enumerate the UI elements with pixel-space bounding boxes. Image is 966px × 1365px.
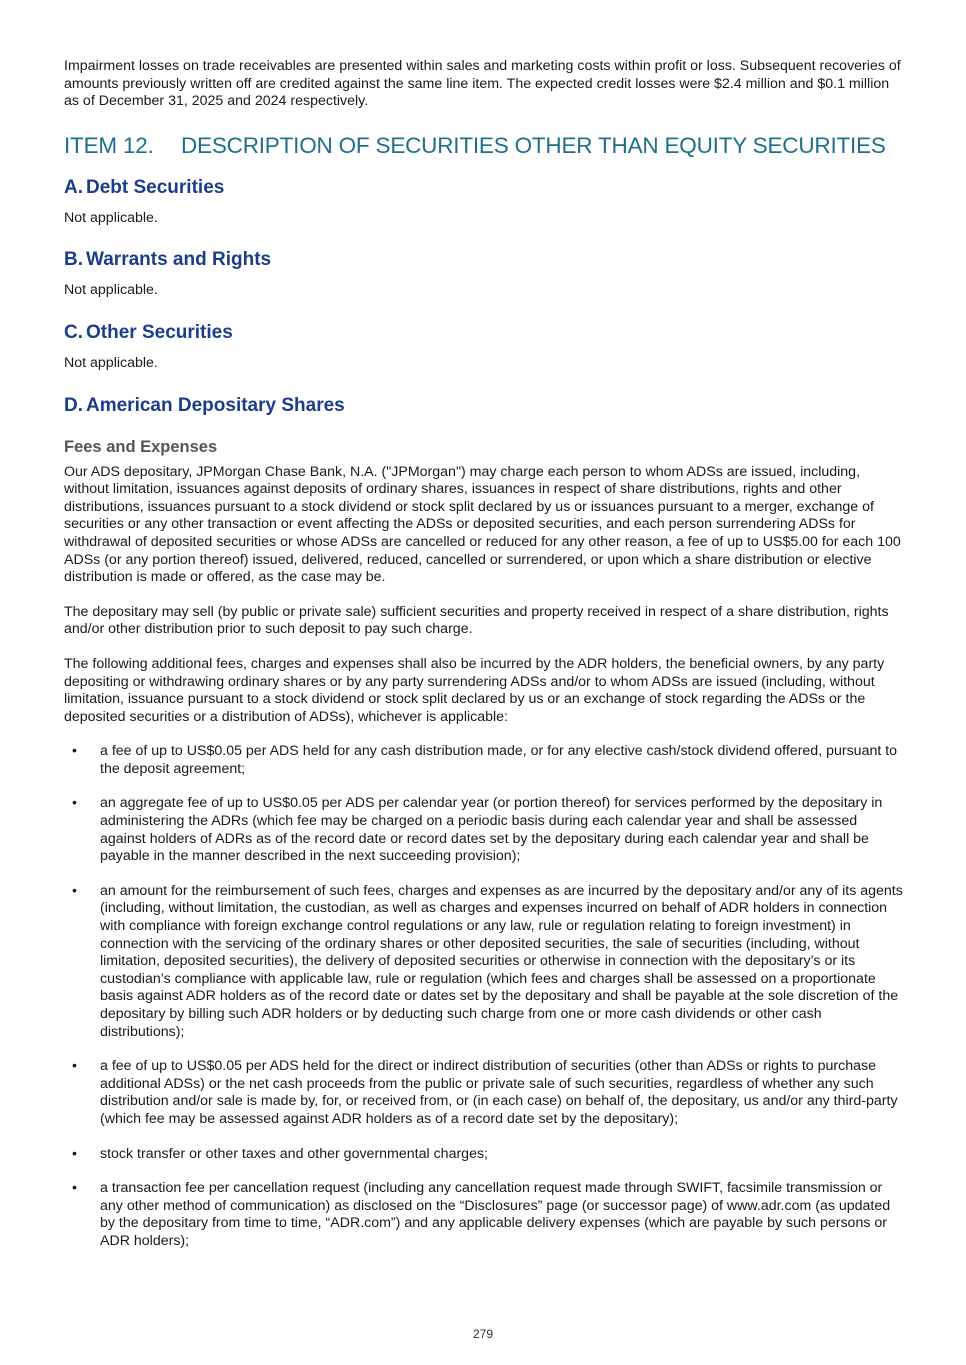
bullet-icon: • [72, 1145, 77, 1162]
fees-paragraph: Our ADS depositary, JPMorgan Chase Bank, N.A. ("JPMorgan") may charge each person to whom ADSs are issued, including, without limitation, issuances against deposits of ordinary shares, issuances in respect of share distributions, rights and other distributions, issuances pursuant to a stock dividend or stock split declared by us or issuances pursuant to a merger, exchange of securities or any other transaction or event affecting the ADSs or deposited securities, and each person surrendering ADSs for withdrawal of deposited securities or whose ADSs are cancelled or reduced for any other reason, a fee of up to US$5.00 for each 100 ADSs (or any portion thereof) issued, delivered, reduced, cancelled or surrendered, or upon which a share distribution or elective distribution is made or offered, as the case may be. [64, 463, 901, 586]
bullet-icon: • [72, 1180, 77, 1197]
fees-paragraph: The depositary may sell (by public or private sale) sufficient securities and property received in respect of a share distribution, rights and/or other distribution prior to such deposit to pay such charge. [64, 603, 889, 638]
section-title: Warrants and Rights [86, 249, 272, 271]
bullet-item [64, 1180, 904, 1250]
bullet-item [64, 743, 904, 778]
section-heading-a [64, 176, 904, 200]
section-letter: C. [64, 321, 83, 343]
bullet-item [64, 883, 904, 1041]
section-body-c: Not applicable. [64, 354, 158, 371]
fees-paragraph: The following additional fees, charges and expenses shall also be incurred by the ADR holders, the beneficial owners, by any party depositing or withdrawing ordinary shares or by any party surrendering ADSs and/or to whom ADSs are issued (including, without limitation, issuance pursuant to a stock dividend or stock split declared by us or an exchange of stock regarding the ADSs or the deposited securities or a distribution of ADSs), whichever is applicable: [64, 655, 885, 725]
section-title: American Depositary Shares [86, 394, 345, 416]
bullet-item [64, 795, 904, 865]
section-heading-d [64, 394, 904, 418]
item-heading [64, 132, 904, 160]
section-title: Other Securities [86, 321, 233, 343]
item-title: DESCRIPTION OF SECURITIES OTHER THAN EQUITY SECURITIES [181, 132, 886, 158]
section-title: Debt Securities [86, 176, 225, 198]
bullet-text: a fee of up to US$0.05 per ADS held for the direct or indirect distribution of securities (other than ADSs or rights to purchase additional ADSs) or the net cash proceeds from the public or private sale of such securities, regardless of whether any such distribution and/or sale is made by, for, or received from, or (in each case) on behalf of, the depositary, us and/or any third-party (which fee may be assessed against ADR holders as of a record date set by the depositary); [100, 1058, 898, 1127]
bullet-icon: • [72, 882, 77, 899]
bullet-item [64, 1146, 904, 1164]
bullet-icon: • [72, 1058, 77, 1075]
bullet-icon: • [72, 743, 77, 760]
section-letter: B. [64, 249, 83, 271]
bullet-text: a transaction fee per cancellation request (including any cancellation request made through SWIFT, facsimile transmission or any other method of communication) as disclosed on the “Disclosures” page (or successor page) of www.adr.com (as updated by the depositary from time to time, “ADR.com”) and any applicable delivery expenses (which are payable by such persons or ADR holders); [100, 1180, 891, 1249]
bullet-text: an aggregate fee of up to US$0.05 per ADS per calendar year (or portion thereof) for services performed by the depositary in administering the ADRs (which fee may be charged on a periodic basis during each calendar year and shall be assessed against holders of ADRs as of the record date or record dates set by the depositary during each calendar year and shall be payable in the manner described in the next succeeding provision); [100, 795, 883, 865]
bullet-text: an amount for the reimbursement of such fees, charges and expenses as are incurred by the depositary and/or any of its agents (including, without limitation, the custodian, as well as charges and expenses incurred on behalf of ADR holders in connection with compliance with foreign exchange control regulations or any law, rule or regulation relating to foreign investment) in connection with the servicing of the ordinary shares or other deposited securities, the sale of securities (including, without limitation, deposited securities), the delivery of deposited securities or otherwise in connection with the depositary’s or its custodian’s compliance with applicable law, rule or regulation (which fees and charges shall be assessed on a proportionate basis against ADR holders as of the record date or dates set by the depositary and shall be payable at the sole discretion of the depositary by billing such ADR holders or by deducting such charge from one or more cash dividends or other cash distributions); [100, 882, 903, 1040]
bullet-icon: • [72, 795, 77, 812]
bullet-text: stock transfer or other taxes and other governmental charges; [100, 1145, 488, 1162]
fees-bullet-list [64, 743, 904, 1250]
section-body-b: Not applicable. [64, 282, 158, 299]
fees-heading: Fees and Expenses [64, 437, 218, 456]
section-letter: A. [64, 176, 83, 198]
section-body-a: Not applicable. [64, 209, 158, 226]
bullet-text: a fee of up to US$0.05 per ADS held for any cash distribution made, or for any elective cash/stock dividend offered, pursuant to the deposit agreement; [100, 743, 898, 777]
intro-paragraph: Impairment losses on trade receivables are presented within sales and marketing costs within profit or loss. Subsequent recoveries of amounts previously written off are credited against the same line item. The expected credit losses were $2.4 million and $0.1 million as of December 31, 2025 and 2024 respectively. [64, 58, 901, 110]
document-page [64, 58, 904, 1268]
item-number: ITEM 12. [64, 132, 154, 158]
section-heading-c [64, 321, 904, 345]
page-number: 279 [472, 1327, 494, 1341]
bullet-item [64, 1058, 904, 1128]
section-heading-b [64, 248, 904, 272]
section-letter: D. [64, 394, 83, 416]
